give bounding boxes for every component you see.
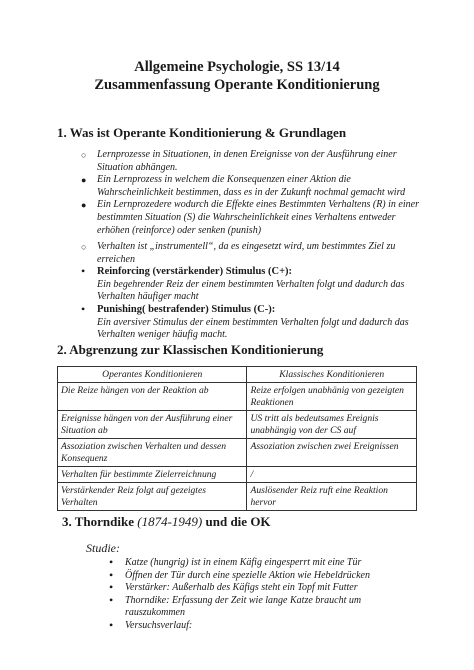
comparison-table [57,366,417,511]
bullet-icon: ● [81,200,87,211]
table-cell: / [247,467,417,483]
punishing-item: • Punishing( bestrafender) Stimulus (C-): Ein aversiver Stimulus der einem bestimmten Verhalten folgt und dadurch das Verhalten weniger häufig macht. [81,301,409,341]
list-item: ● Ein Lernprozedere wodurch die Effekte eines Bestimmten Verhaltens (R) in einer bestimmten Situation (S) die Wahrscheinlichkeit eines Verhaltens entweder erhöhen (reinforce) oder senken (punish) [81,199,419,236]
bullet-icon: • [81,301,86,316]
section-3-list [109,555,425,633]
bullet-icon: • [81,264,86,279]
reinforcing-item: • Reinforcing (verstärkender) Stimulus (C+): Ein begehrender Reiz der einem bestimmten Verhalten folgt und dadurch das Verhalten häufiger macht [81,264,405,303]
section-2-heading: 2. Abgrenzung zur Klassischen Konditionierung [57,342,324,357]
table-row [58,439,417,467]
bullet-icon: • [109,567,114,582]
document-title-line-2: Zusammenfassung Operante Konditionierung [94,77,380,93]
bullet-icon: • [109,555,114,569]
list-item: ○ Verhalten ist „instrumentell“, da es eingesetzt wird, um bestimmtes Ziel zu erreichen [81,241,396,265]
column-header: Klassisches Konditionieren [247,367,417,383]
section-1-list-2 [81,241,427,342]
list-item: • Verstärker: Außerhalb des Käfigs steht ein Topf mit Futter [109,580,358,595]
list-item: • Thorndike: Erfassung der Zeit wie lange Katze braucht um rauszukommen [109,592,362,619]
section-1-list [81,149,427,237]
studie-label: Studie: [86,541,120,555]
table-row [58,383,417,411]
section-1-heading: 1. Was ist Operante Konditionierung & Grundlagen [57,125,347,140]
list-item: ● Ein Lernprozess in welchem die Konsequenzen einer Aktion die Wahrscheinlichkeit bestimmen, dass es in der Zukunft nochmal gemacht wird [81,174,406,198]
table-cell: Ereignisse hängen von der Ausführung einer Situation ab [58,411,247,439]
table-header-row [58,367,417,383]
list-item: • Versuchsverlauf: [109,617,193,632]
table-cell: US tritt als bedeutsames Ereignis unabhängig von der CS auf [247,411,417,439]
table-cell: Assoziation zwischen Verhalten und dessen Konsequenz [58,439,247,467]
section-3-heading: 3. Thorndike (1874-1949) und die OK [62,514,271,529]
list-item: • Katze (hungrig) ist in einem Käfig eingesperrt mit eine Tür [109,555,362,569]
bullet-icon: • [109,580,114,595]
bullet-icon: ● [81,175,87,186]
document-title-line-1: Allgemeine Psychologie, SS 13/14 [134,59,340,75]
table-cell: Verhalten für bestimmte Zielerreichnung [58,467,247,483]
table-row [58,467,417,483]
table-cell: Assoziation zwischen zwei Ereignissen [247,439,417,467]
bullet-icon: • [109,592,114,607]
bullet-icon: ○ [81,242,87,252]
list-item: • Öffnen der Tür durch eine spezielle Aktion wie Hebeldrücken [109,567,370,582]
table-cell: Auslösender Reiz ruft eine Reaktion hervor [247,483,417,511]
table-cell: Reize erfolgen unabhänig von gezeigten Reaktionen [247,383,417,411]
bullet-icon: ○ [81,150,87,160]
table-row [58,411,417,439]
table-cell: Verstärkender Reiz folgt auf gezeigtes Verhalten [58,483,247,511]
table-row [58,483,417,511]
column-header: Operantes Konditionieren [58,367,247,383]
list-item: ○ Lernprozesse in Situationen, in denen Ereignisse von der Ausführung einer Situation abhängen. [81,149,397,173]
bullet-icon: • [109,617,114,632]
table-cell: Die Reize hängen von der Reaktion ab [58,383,247,411]
